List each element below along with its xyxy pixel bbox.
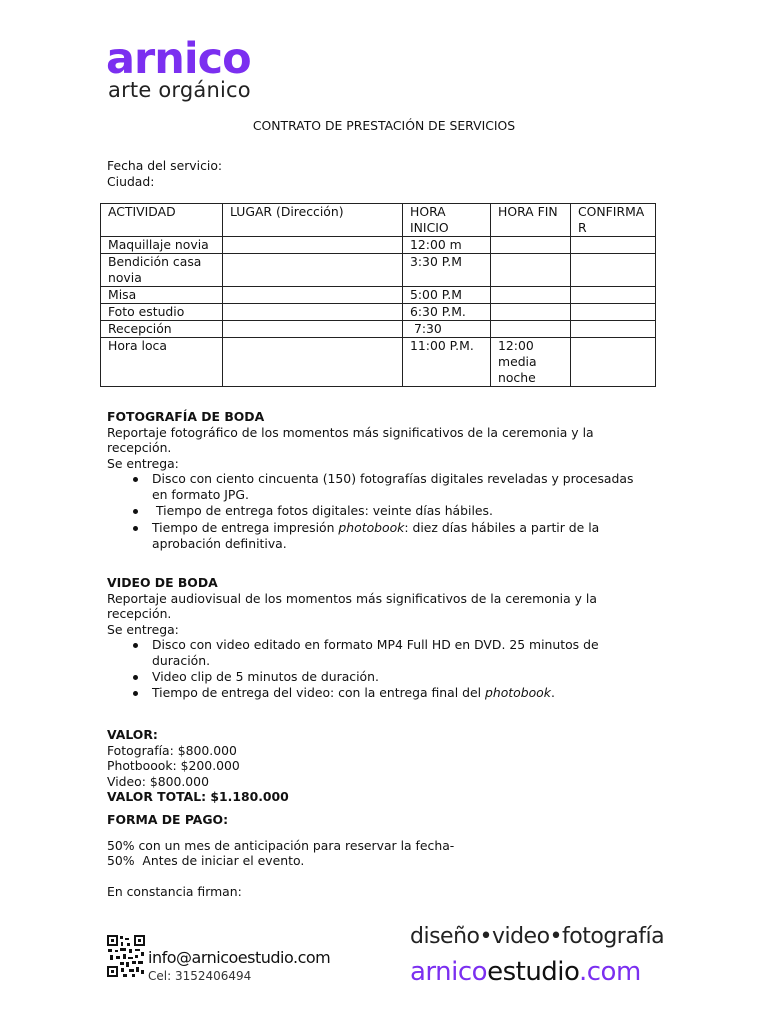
bullet-icon bbox=[133, 526, 138, 531]
photography-description: Reportaje fotográfico de los momentos más significativos de la ceremonia y la bbox=[107, 424, 594, 440]
list-item-text: Tiempo de entrega fotos digitales: veinte días hábiles. bbox=[152, 503, 493, 518]
price-heading: VALOR: bbox=[107, 727, 158, 742]
logo-wordmark: arnico bbox=[106, 34, 251, 84]
price-line: Photboook: $200.000 bbox=[107, 758, 240, 773]
bullet-icon bbox=[133, 509, 138, 514]
cell-start: 11:00 P.M. bbox=[403, 338, 491, 387]
list-item bbox=[107, 503, 633, 519]
logo-tagline: arte orgánico bbox=[108, 78, 251, 102]
video-description: Reportaje audiovisual de los momentos más significativos de la ceremonia y la bbox=[107, 590, 597, 606]
video-section bbox=[107, 575, 599, 701]
bullet-icon bbox=[133, 477, 138, 482]
city-field: Ciudad: bbox=[107, 174, 155, 189]
cell-confirm bbox=[571, 304, 656, 321]
cell-location bbox=[223, 254, 403, 287]
list-item-text: en formato JPG. bbox=[152, 487, 249, 502]
list-item-text: : diez días hábiles a partir de la bbox=[404, 520, 600, 535]
price-line: Video: $800.000 bbox=[107, 773, 209, 789]
price-section bbox=[107, 727, 289, 805]
photobook-term: photobook bbox=[338, 520, 405, 535]
header-end-time: HORA FIN bbox=[491, 204, 571, 237]
cell-start: 7:30 bbox=[403, 321, 491, 338]
list-item bbox=[107, 471, 633, 503]
website-suffix: .com bbox=[578, 957, 641, 987]
header-start-time: HORA INICIO bbox=[403, 204, 491, 237]
photography-delivery-label: Se entrega: bbox=[107, 455, 179, 471]
table-row bbox=[101, 287, 656, 304]
list-item bbox=[107, 637, 599, 669]
price-line: Fotografía: $800.000 bbox=[107, 742, 237, 758]
cell-location bbox=[223, 338, 403, 387]
list-item bbox=[107, 520, 633, 552]
cell-end bbox=[491, 287, 571, 304]
cell-activity: Foto estudio bbox=[101, 304, 223, 321]
list-item-text: Tiempo de entrega impresión bbox=[152, 520, 339, 535]
website-prefix: arnico bbox=[410, 957, 488, 987]
photography-section bbox=[107, 409, 633, 552]
cell-confirm bbox=[571, 287, 656, 304]
cell-location bbox=[223, 237, 403, 254]
video-delivery-label: Se entrega: bbox=[107, 621, 179, 637]
cell-activity: Maquillaje novia bbox=[101, 237, 223, 254]
list-item-text: Video clip de 5 minutos de duración. bbox=[152, 669, 379, 684]
list-item-text: aprobación definitiva. bbox=[152, 536, 287, 551]
cell-activity: Recepción bbox=[101, 321, 223, 338]
cell-location bbox=[223, 287, 403, 304]
photography-heading: FOTOGRAFÍA DE BODA bbox=[107, 409, 265, 424]
cell-start: 6:30 P.M. bbox=[403, 304, 491, 321]
qr-code-icon bbox=[107, 935, 145, 977]
table-header-row bbox=[101, 204, 656, 237]
document-title: CONTRATO DE PRESTACIÓN DE SERVICIOS bbox=[252, 118, 516, 133]
header-confirm: CONFIRMAR bbox=[571, 204, 656, 237]
photography-deliverables bbox=[107, 471, 633, 552]
cell-confirm bbox=[571, 254, 656, 287]
list-item-text: duración. bbox=[152, 653, 211, 668]
header-location: LUGAR (Dirección) bbox=[223, 204, 403, 237]
bullet-icon bbox=[133, 691, 138, 696]
bullet-icon bbox=[133, 675, 138, 680]
signature-prompt: En constancia firman: bbox=[107, 884, 242, 899]
payment-heading: FORMA DE PAGO: bbox=[107, 812, 229, 827]
cell-activity: Bendición casa novia bbox=[101, 254, 223, 287]
service-date-field: Fecha del servicio: bbox=[107, 158, 223, 173]
photobook-term: photobook bbox=[484, 685, 551, 700]
list-item bbox=[107, 669, 599, 685]
footer-services: diseño•video•fotografía bbox=[410, 924, 665, 949]
table-row bbox=[101, 304, 656, 321]
schedule-table bbox=[100, 203, 656, 387]
table-row bbox=[101, 338, 656, 387]
video-description-cont: recepción. bbox=[107, 606, 172, 621]
list-item-text: . bbox=[550, 685, 555, 700]
list-item-text: Tiempo de entrega del video: con la entrega final del bbox=[152, 685, 485, 700]
list-item-text: Disco con ciento cincuenta (150) fotografías digitales reveladas y procesadas bbox=[152, 471, 634, 486]
price-total: VALOR TOTAL: $1.180.000 bbox=[107, 789, 289, 804]
cell-activity: Hora loca bbox=[101, 338, 223, 387]
video-deliverables bbox=[107, 637, 599, 701]
cell-start: 5:00 P.M bbox=[403, 287, 491, 304]
footer-website bbox=[410, 957, 641, 987]
cell-confirm bbox=[571, 237, 656, 254]
video-heading: VIDEO DE BODA bbox=[107, 575, 218, 590]
cell-start: 12:00 m bbox=[403, 237, 491, 254]
cell-confirm bbox=[571, 338, 656, 387]
footer-phone: Cel: 3152406494 bbox=[148, 969, 252, 983]
table-row bbox=[101, 321, 656, 338]
list-item bbox=[107, 685, 599, 701]
cell-end bbox=[491, 304, 571, 321]
cell-location bbox=[223, 321, 403, 338]
footer-email: info@arnicoestudio.com bbox=[148, 948, 331, 967]
cell-start: 3:30 P.M bbox=[403, 254, 491, 287]
list-item-text: Disco con video editado en formato MP4 Full HD en DVD. 25 minutos de bbox=[152, 637, 599, 652]
website-mid: estudio bbox=[487, 957, 579, 987]
photography-description-cont: recepción. bbox=[107, 440, 172, 455]
payment-line: 50% Antes de iniciar el evento. bbox=[107, 853, 305, 868]
bullet-icon bbox=[133, 643, 138, 648]
cell-location bbox=[223, 304, 403, 321]
table-row bbox=[101, 237, 656, 254]
cell-confirm bbox=[571, 321, 656, 338]
cell-activity: Misa bbox=[101, 287, 223, 304]
payment-line: 50% con un mes de anticipación para reservar la fecha- bbox=[107, 838, 455, 853]
cell-end bbox=[491, 237, 571, 254]
cell-end bbox=[491, 321, 571, 338]
cell-end: 12:00 media noche bbox=[491, 338, 571, 387]
table-row bbox=[101, 254, 656, 287]
header-activity: ACTIVIDAD bbox=[101, 204, 223, 237]
cell-end bbox=[491, 254, 571, 287]
